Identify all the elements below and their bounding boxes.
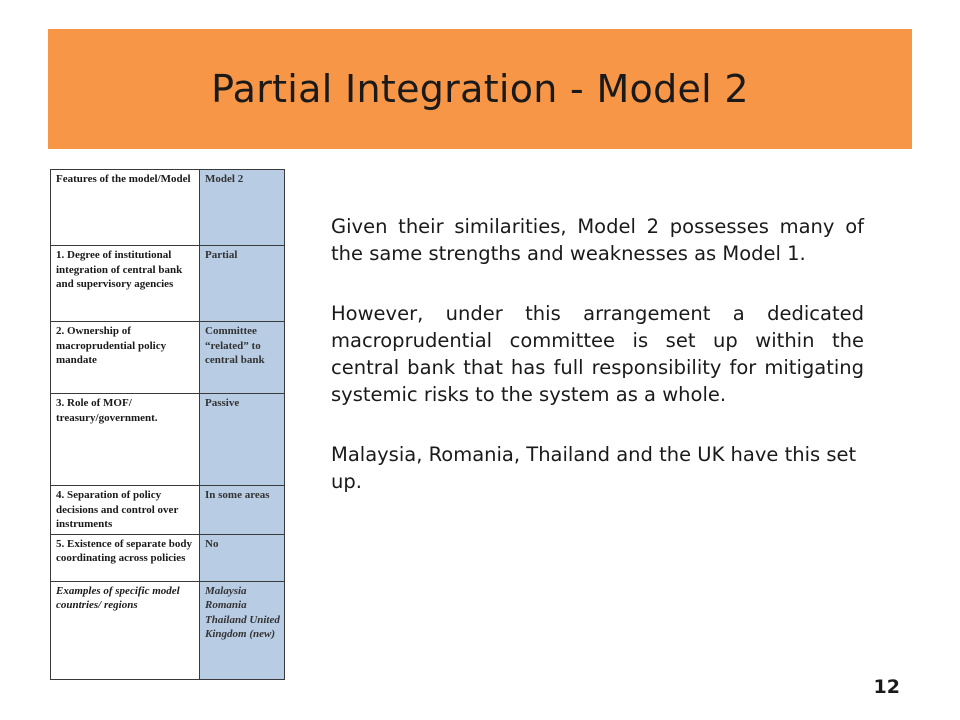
feature-cell: 2. Ownership of macroprudential policy mandate	[51, 322, 200, 394]
slide-title: Partial Integration - Model 2	[211, 67, 749, 111]
model-value-cell: Malaysia Romania Thailand United Kingdom (new)	[200, 581, 285, 679]
features-table	[50, 169, 285, 680]
model-value-cell: No	[200, 534, 285, 581]
table-row	[51, 394, 285, 486]
table-row	[51, 322, 285, 394]
table-row	[51, 246, 285, 322]
feature-cell: 1. Degree of institutional integration of central bank and supervisory agencies	[51, 246, 200, 322]
feature-cell: Examples of specific model countries/ regions	[51, 581, 200, 679]
header-features-cell: Features of the model/Model	[51, 170, 200, 246]
page-number: 12	[873, 676, 900, 698]
body-text	[331, 213, 864, 528]
model-value-cell: Passive	[200, 394, 285, 486]
model-value-cell: Committee “related” to central bank	[200, 322, 285, 394]
model-value-cell: In some areas	[200, 486, 285, 535]
feature-cell: 5. Existence of separate body coordinating across policies	[51, 534, 200, 581]
paragraph-arrangement: However, under this arrangement a dedicated macroprudential committee is set up within the central bank that has full responsibility for mitigating systemic risks to the system as a whole.	[331, 302, 864, 406]
paragraph-similarities: Given their similarities, Model 2 possesses many of the same strengths and weaknesses as Model 1.	[331, 215, 864, 265]
title-bar	[48, 29, 912, 149]
header-model-cell: Model 2	[200, 170, 285, 246]
table-row	[51, 486, 285, 535]
feature-cell: 3. Role of MOF/ treasury/government.	[51, 394, 200, 486]
paragraph-countries: Malaysia, Romania, Thailand and the UK have this set up.	[331, 443, 857, 493]
feature-cell: 4. Separation of policy decisions and control over instruments	[51, 486, 200, 535]
model-value-cell: Partial	[200, 246, 285, 322]
table-row	[51, 534, 285, 581]
table-header-row	[51, 170, 285, 246]
table-row-examples	[51, 581, 285, 679]
